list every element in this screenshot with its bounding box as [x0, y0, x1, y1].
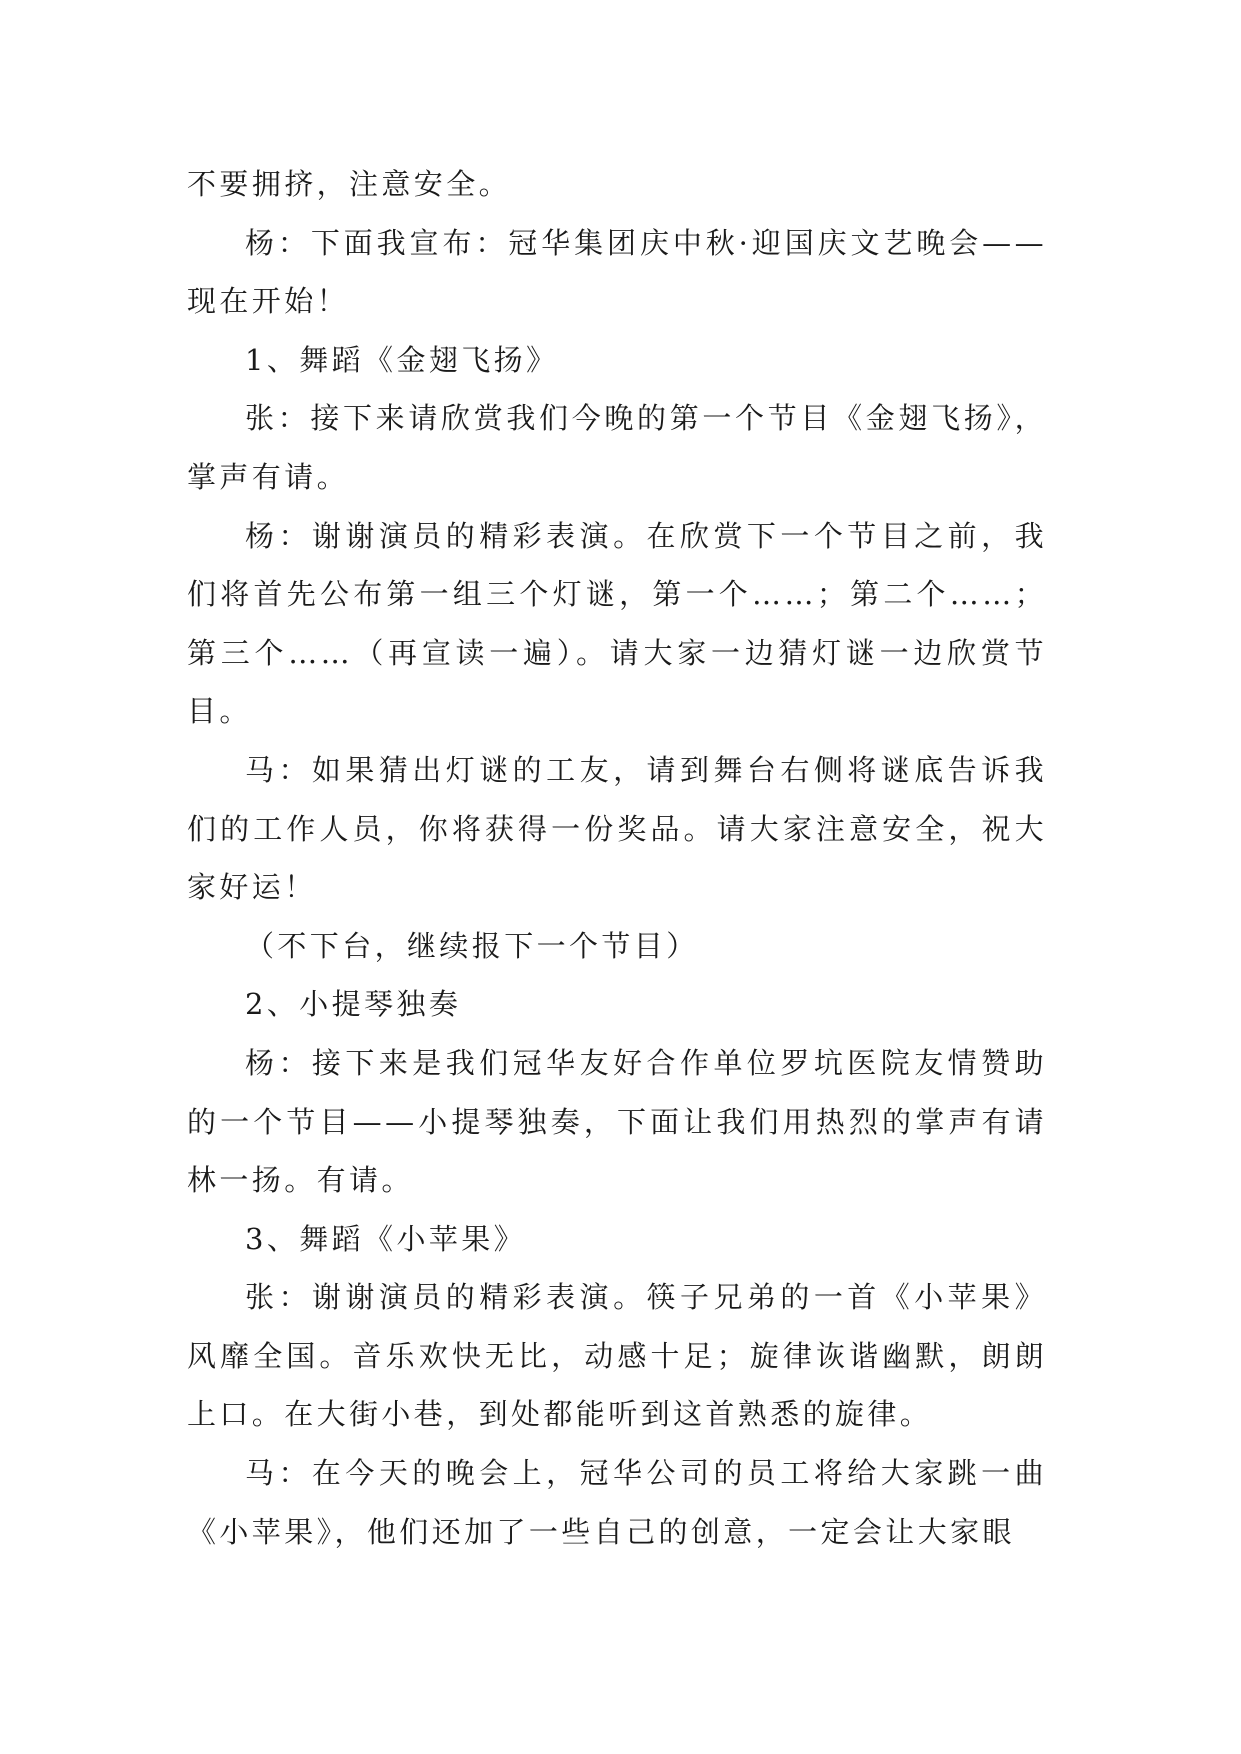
document-body [187, 155, 1047, 1561]
paragraph-riddles-announcement: 杨：谢谢演员的精彩表演。在欣赏下一个节目之前，我们将首先公布第一组三个灯谜，第一个……；第二个……；第三个……（再宣读一遍）。请大家一边猜灯谜一边欣赏节目。 [187, 518, 1047, 729]
program-heading-1: 1、舞蹈《金翅飞扬》 [245, 342, 559, 377]
program-heading-2: 2、小提琴独奏 [245, 987, 462, 1022]
paragraph-safety-reminder: 不要拥挤，注意安全。 [187, 167, 512, 201]
program-heading-3: 3、舞蹈《小苹果》 [245, 1221, 527, 1256]
paragraph-program-2-intro: 杨：接下来是我们冠华友好合作单位罗坑医院友情赞助的一个节目——小提琴独奏，下面让我们用热烈的掌声有请林一扬。有请。 [187, 1045, 1047, 1198]
paragraph-program-1-intro: 张：接下来请欣赏我们今晚的第一个节目《金翅飞扬》，掌声有请。 [187, 401, 1047, 494]
paragraph-stage-note: （不下台，继续报下一个节目） [245, 928, 699, 963]
paragraph-program-3-continued: 马：在今天的晚会上，冠华公司的员工将给大家跳一曲《小苹果》，他们还加了一些自己的创意，一定会让大家眼 [187, 1456, 1047, 1549]
paragraph-opening-announcement: 杨：下面我宣布：冠华集团庆中秋·迎国庆文艺晚会——现在开始！ [187, 225, 1047, 319]
paragraph-program-3-intro: 张：谢谢演员的精彩表演。筷子兄弟的一首《小苹果》风靡全国。音乐欢快无比，动感十足；旋律诙谐幽默，朗朗上口。在大街小巷，到处都能听到这首熟悉的旋律。 [187, 1280, 1047, 1432]
paragraph-riddles-prize: 马：如果猜出灯谜的工友，请到舞台右侧将谜底告诉我们的工作人员，你将获得一份奖品。请大家注意安全，祝大家好运！ [187, 752, 1047, 905]
